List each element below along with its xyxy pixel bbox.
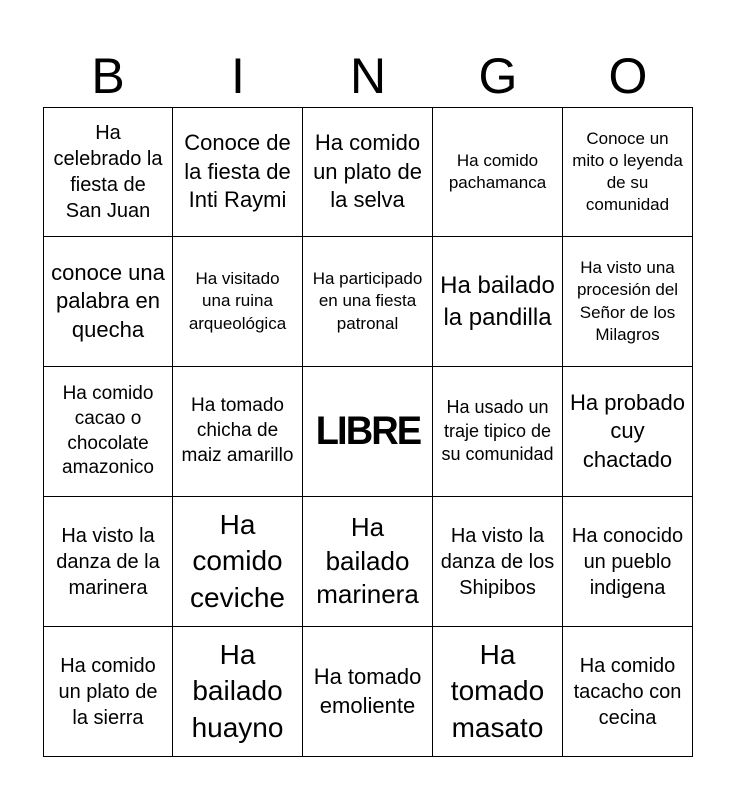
cell-text: Ha conocido un pueblo indigena	[571, 524, 684, 599]
cell-text: Ha probado cuy chactado	[570, 389, 685, 472]
cell-text: Ha bailado marinera	[316, 511, 419, 610]
cell-text: Ha tomado masato	[450, 638, 545, 743]
cell-text: Ha bailado huayno	[191, 638, 284, 743]
bingo-cell[interactable]	[173, 497, 303, 627]
cell-text: Ha bailado la pandilla	[440, 272, 555, 331]
cell-text: Ha usado un traje tipico de su comunidad	[441, 397, 554, 465]
bingo-cell[interactable]	[43, 497, 173, 627]
cell-text: Ha comido pachamanca	[448, 150, 547, 192]
bingo-cell[interactable]	[563, 497, 693, 627]
cell-text: Ha celebrado la fiesta de San Juan	[53, 122, 163, 222]
bingo-cell[interactable]	[433, 627, 563, 757]
cell-text: Ha visitado una ruina arqueológica	[188, 269, 287, 333]
cell-text: Conoce de la fiesta de Inti Raymi	[184, 130, 291, 213]
bingo-grid	[43, 107, 693, 757]
cell-text: Ha tomado emoliente	[313, 663, 422, 718]
header-letter-n: N	[349, 48, 387, 104]
header-letter-i: I	[231, 48, 245, 104]
bingo-cell[interactable]	[563, 107, 693, 237]
bingo-cell[interactable]	[433, 107, 563, 237]
cell-text: Ha comido un plato de la selva	[313, 130, 422, 213]
free-space-label: LIBRE	[315, 409, 420, 453]
cell-text: Ha visto una procesión del Señor de los Milagros	[576, 258, 679, 344]
bingo-cell[interactable]	[43, 627, 173, 757]
bingo-cell[interactable]	[563, 627, 693, 757]
cell-text: Ha visto la danza de la marinera	[56, 524, 160, 599]
bingo-cell[interactable]	[433, 237, 563, 367]
cell-text: conoce una palabra en quecha	[51, 259, 165, 342]
cell-text: Ha tomado chicha de maiz amarillo	[181, 395, 294, 466]
free-space-cell[interactable]	[303, 367, 433, 497]
bingo-cell[interactable]	[43, 237, 173, 367]
bingo-cell[interactable]	[433, 367, 563, 497]
cell-text: Ha comido un plato de la sierra	[58, 654, 158, 729]
bingo-cell[interactable]	[303, 627, 433, 757]
bingo-cell[interactable]	[303, 497, 433, 627]
bingo-cell[interactable]	[43, 367, 173, 497]
bingo-cell[interactable]	[563, 237, 693, 367]
header-letter-b: B	[91, 48, 125, 104]
bingo-cell[interactable]	[303, 107, 433, 237]
header-letter-o: O	[608, 48, 648, 104]
cell-text: Ha comido ceviche	[190, 508, 285, 613]
cell-text: Ha visto la danza de los Shipibos	[440, 524, 555, 599]
bingo-cell[interactable]	[173, 237, 303, 367]
bingo-cell[interactable]	[303, 237, 433, 367]
bingo-cell[interactable]	[173, 627, 303, 757]
bingo-header	[43, 46, 693, 106]
bingo-cell[interactable]	[173, 367, 303, 497]
bingo-cell[interactable]	[43, 107, 173, 237]
cell-text: Ha comido tacacho con cecina	[573, 654, 682, 729]
header-letter-g: G	[478, 48, 518, 104]
bingo-cell[interactable]	[433, 497, 563, 627]
bingo-cell[interactable]	[563, 367, 693, 497]
cell-text: Ha comido cacao o chocolate amazonico	[62, 383, 154, 479]
cell-text: Ha participado en una fiesta patronal	[312, 269, 423, 333]
cell-text: Conoce un mito o leyenda de su comunidad	[572, 128, 683, 215]
bingo-cell[interactable]	[173, 107, 303, 237]
